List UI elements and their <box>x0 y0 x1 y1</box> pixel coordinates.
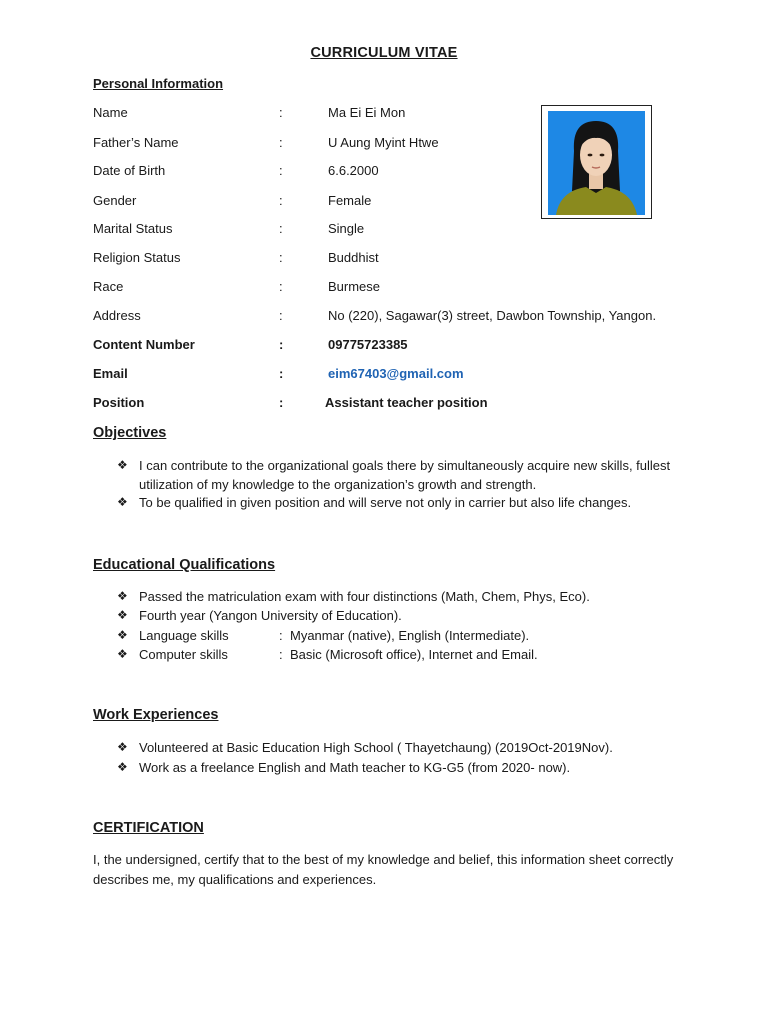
info-colon: : <box>279 163 283 178</box>
info-value: Female <box>328 193 372 208</box>
skill-value: Myanmar (native), English (Intermediate). <box>290 628 530 643</box>
info-label: Race <box>93 279 124 294</box>
objectives-heading: Objectives <box>93 425 167 441</box>
info-colon: : <box>279 135 283 150</box>
info-label: Religion Status <box>93 250 181 265</box>
info-colon: : <box>279 250 283 265</box>
info-colon: : <box>279 308 283 323</box>
objective-item <box>117 456 717 494</box>
work-text: Work as a freelance English and Math teacher to KG-G5 (from 2020- now). <box>139 760 571 775</box>
certification-heading: CERTIFICATION <box>93 820 204 836</box>
info-colon: : <box>279 366 284 381</box>
education-text: Passed the matriculation exam with four distinctions (Math, Chem, Phys, Eco). <box>139 589 590 604</box>
info-value: 6.6.2000 <box>328 163 379 178</box>
educational-qualifications-heading: Educational Qualifications <box>93 557 276 573</box>
diamond-bullet-icon: ❖ <box>117 760 128 774</box>
info-label: Email <box>93 366 128 381</box>
info-value: Assistant teacher position <box>325 395 488 410</box>
diamond-bullet-icon: ❖ <box>117 740 128 754</box>
education-text: Fourth year (Yangon University of Education). <box>139 608 402 623</box>
work-experiences-heading: Work Experiences <box>93 707 219 723</box>
info-label: Father’s Name <box>93 135 179 150</box>
info-value: 09775723385 <box>328 337 408 352</box>
info-colon: : <box>279 395 284 410</box>
profile-photo-frame <box>541 105 652 219</box>
email-link[interactable]: eim67403@gmail.com <box>328 366 464 381</box>
diamond-bullet-icon: ❖ <box>117 458 128 472</box>
info-label: Gender <box>93 193 137 208</box>
info-label: Content Number <box>93 337 195 352</box>
objective-item <box>117 493 717 512</box>
info-value: Burmese <box>328 279 381 294</box>
work-item <box>117 758 717 777</box>
skill-colon: : <box>279 628 283 643</box>
info-colon: : <box>279 193 283 208</box>
info-colon: : <box>279 279 283 294</box>
profile-photo <box>548 111 645 215</box>
info-label: Date of Birth <box>93 163 166 178</box>
info-value: U Aung Myint Htwe <box>328 135 439 150</box>
diamond-bullet-icon: ❖ <box>117 608 128 622</box>
info-value: No (220), Sagawar(3) street, Dawbon Township, Yangon. <box>328 308 657 323</box>
work-text: Volunteered at Basic Education High School ( Thayetchaung) (2019Oct-2019Nov). <box>139 740 613 755</box>
personal-information-heading: Personal Information <box>93 76 224 91</box>
work-item <box>117 738 717 757</box>
info-label: Marital Status <box>93 221 173 236</box>
info-colon: : <box>279 105 283 120</box>
info-label: Name <box>93 105 128 120</box>
diamond-bullet-icon: ❖ <box>117 628 128 642</box>
skill-label: Computer skills <box>139 647 228 662</box>
skill-colon: : <box>279 647 283 662</box>
diamond-bullet-icon: ❖ <box>117 589 128 603</box>
skill-item-computer <box>117 645 717 664</box>
skill-label: Language skills <box>139 628 229 643</box>
info-colon: : <box>279 337 284 352</box>
info-value: Ma Ei Ei Mon <box>328 105 406 120</box>
info-value: Single <box>328 221 365 236</box>
objective-text: To be qualified in given position and will serve not only in carrier but also life changes. <box>139 495 632 510</box>
info-label: Address <box>93 308 141 323</box>
info-colon: : <box>279 221 283 236</box>
info-value: Buddhist <box>328 250 379 265</box>
document-title: CURRICULUM VITAE <box>310 45 458 61</box>
education-item <box>117 606 717 625</box>
certification-text: I, the undersigned, certify that to the best of my knowledge and belief, this information sheet correctly describes me, my qualifications and experiences. <box>93 852 674 887</box>
skill-value: Basic (Microsoft office), Internet and Email. <box>290 647 538 662</box>
diamond-bullet-icon: ❖ <box>117 495 128 509</box>
objective-text: I can contribute to the organizational goals there by simultaneously acquire new skills, fullest utilization of my knowledge to the organization’s growth and strength. <box>139 458 671 492</box>
education-item <box>117 587 717 606</box>
info-label: Position <box>93 395 145 410</box>
skill-item-language <box>117 626 717 645</box>
diamond-bullet-icon: ❖ <box>117 647 128 661</box>
